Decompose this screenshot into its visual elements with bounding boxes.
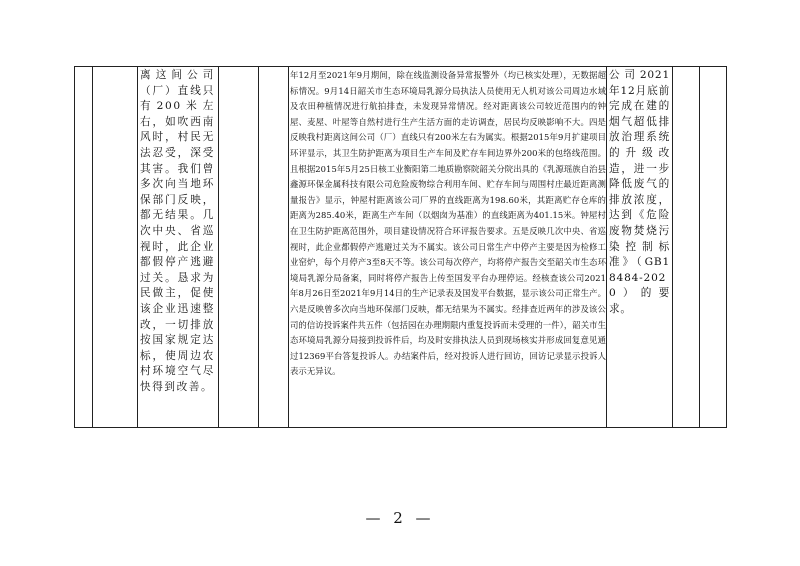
column-divider <box>288 66 289 428</box>
investigation-result-cell: 年12月至2021年9月期间，除在线监测设备异常报警外（均已核实处理），无数据超标情况。9月14日韶关市生态环境局乳源分局执法人员使用无人机对该公司周边水域及农田种植情况进行航拍排查，未发现异常情况。经对距离该公司较近范围内的钟屋、麦屋、叶屋等自然村进行生产生活方面的走访调查，居民均反映影响不大。四是反映我村距离这间公司（厂）直线只有200米左右为属实。根据2015年9月扩建项目环评显示，其卫生防护距离为项目生产车间及贮存车间边界外200米的包络线范围。且根据2015年5月25日核工业衡阳第二地质勘察院韶关分院出具的《乳源瑶族自治县鑫源环保金属科技有限公司危险废物综合利用车间、贮存车间与周围村庄最近距离测量报告》显示，钟屋村距离该公司厂界的直线距离为198.60米，其距离贮存仓库的距离为285.40米，距离生产车间（以烟囱为基准）的直线距离为401.15米。钟屋村在卫生防护距离范围外，项目建设情况符合环评报告要求。五是反映几次中央、省巡视时，此企业都假停产逃避过关为不属实。该公司日常生产中停产主要是因为检修工业窑炉，每个月停产3至8天不等。该公司每次停产，均将停产报告交至韶关市生态环境局乳源分局备案，同时将停产报告上传至国发平台办理停运。经核查该公司2021年8月26日至2021年9月14日的生产记录表及国发平台数据，显示该公司正常生产。六是反映曾多次向当地环保部门反映，都无结果为不属实。经排查近两年的涉及该公司的信访投诉案件共五件（包括园在办理期限内重复投诉而未受理的一件），韶关市生态环境局乳源分局接到投诉件后，均及时安排执法人员到现场核实并形成回复意见通过12369平台答复投诉人。办结案件后，经对投诉人进行回访，回访记录显示投诉人表示无异议。 <box>290 70 606 377</box>
column-divider <box>606 66 607 428</box>
column-divider <box>699 66 700 428</box>
column-divider <box>137 66 138 428</box>
case-table <box>74 66 727 428</box>
table-border-top <box>74 66 727 67</box>
column-divider <box>672 66 673 428</box>
table-border-left <box>74 66 75 428</box>
complaint-content-cell: 离这间公司（厂）直线只有200米左右，如吹西南风时，村民无法忍受，深受其害。我们曾多次向当地环保部门反映，都无结果。几次中央、省巡视时，此企业都假停产逃避过关。恳求为民做主，促使该企业迅速整改，一切排放按国家规定达标，使周边农村环境空气尽快得到改善。 <box>140 69 215 393</box>
column-divider <box>218 66 219 428</box>
column-divider <box>258 66 259 428</box>
table-border-bottom <box>74 427 727 428</box>
column-divider <box>92 66 93 428</box>
rectification-measures-cell: 公司2021年12月底前完成在建的烟气超低排放治理系统的升级改造，进一步降低废气的排放浓度，达到《危险废物焚烧污染控制标准》（GB18484-2020）的要求。 <box>609 69 670 315</box>
page-number: — 2 — <box>365 509 435 527</box>
table-border-right <box>726 66 727 428</box>
